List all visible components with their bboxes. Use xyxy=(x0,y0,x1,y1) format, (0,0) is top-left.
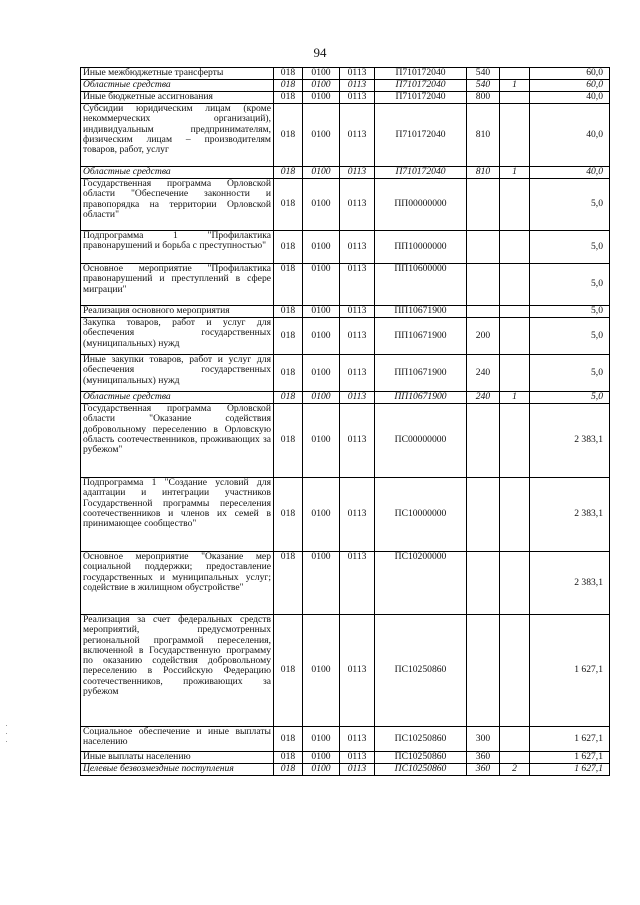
row-expense-type-cell: 360 xyxy=(467,752,500,764)
row-amount-cell: 60,0 xyxy=(530,80,610,92)
row-name-cell: Иные бюджетные ассигнования xyxy=(81,92,274,104)
row-expense-type-cell: 360 xyxy=(467,764,500,776)
row-ved-cell: 018 xyxy=(274,231,303,264)
row-expense-type-cell xyxy=(467,478,500,552)
row-section-cell: 0100 xyxy=(303,392,340,404)
table-row xyxy=(81,404,610,478)
row-expense-type-cell xyxy=(467,264,500,306)
row-subsection-cell: 0113 xyxy=(340,404,375,478)
row-amount-cell: 5,0 xyxy=(530,264,610,306)
row-expense-type-cell: 540 xyxy=(467,68,500,80)
row-ved-cell: 018 xyxy=(274,68,303,80)
row-section-cell: 0100 xyxy=(303,478,340,552)
row-source-cell xyxy=(500,68,530,80)
row-amount-cell: 5,0 xyxy=(530,392,610,404)
row-expense-type-cell xyxy=(467,231,500,264)
row-target-article-cell: ПП10671900 xyxy=(375,392,467,404)
table-row xyxy=(81,104,610,167)
row-name-cell: Подпрограмма 1 "Создание условий для адаптации и интеграции участников Государственной программы переселения соотечественников и членов их семей в принимающее сообщество" xyxy=(81,478,274,552)
row-source-cell xyxy=(500,264,530,306)
row-section-cell: 0100 xyxy=(303,404,340,478)
row-amount-cell: 40,0 xyxy=(530,167,610,179)
row-subsection-cell: 0113 xyxy=(340,752,375,764)
row-target-article-cell: ПП10671900 xyxy=(375,318,467,355)
row-ved-cell: 018 xyxy=(274,752,303,764)
row-expense-type-cell xyxy=(467,179,500,231)
row-name-cell: Областные средства xyxy=(81,80,274,92)
margin-mark xyxy=(6,741,7,742)
row-section-cell: 0100 xyxy=(303,318,340,355)
row-expense-type-cell: 200 xyxy=(467,318,500,355)
row-amount-cell: 1 627,1 xyxy=(530,727,610,752)
row-name-cell: Областные средства xyxy=(81,167,274,179)
row-source-cell xyxy=(500,104,530,167)
row-section-cell: 0100 xyxy=(303,306,340,318)
row-source-cell: 1 xyxy=(500,80,530,92)
row-source-cell: 2 xyxy=(500,764,530,776)
row-section-cell: 0100 xyxy=(303,552,340,615)
row-subsection-cell: 0113 xyxy=(340,318,375,355)
row-amount-cell: 5,0 xyxy=(530,306,610,318)
budget-allocation-table xyxy=(80,67,610,776)
row-source-cell xyxy=(500,179,530,231)
row-expense-type-cell: 240 xyxy=(467,355,500,392)
row-target-article-cell: ПП10600000 xyxy=(375,264,467,306)
row-name-cell: Иные межбюджетные трансферты xyxy=(81,68,274,80)
row-subsection-cell: 0113 xyxy=(340,392,375,404)
row-section-cell: 0100 xyxy=(303,80,340,92)
table-row xyxy=(81,752,610,764)
row-name-cell: Субсидии юридическим лицам (кроме некоммерческих организаций), индивидуальным предпринимателям, физическим лицам – производителям товаров, работ, услуг xyxy=(81,104,274,167)
row-name-cell: Иные выплаты населению xyxy=(81,752,274,764)
row-name-cell: Целевые безвозмездные поступления xyxy=(81,764,274,776)
row-target-article-cell: П710172040 xyxy=(375,80,467,92)
row-ved-cell: 018 xyxy=(274,478,303,552)
row-target-article-cell: ПП10671900 xyxy=(375,306,467,318)
row-subsection-cell: 0113 xyxy=(340,104,375,167)
row-source-cell xyxy=(500,478,530,552)
row-target-article-cell: ПС10200000 xyxy=(375,552,467,615)
row-amount-cell: 1 627,1 xyxy=(530,615,610,727)
table-row xyxy=(81,615,610,727)
row-section-cell: 0100 xyxy=(303,179,340,231)
table-row xyxy=(81,318,610,355)
row-subsection-cell: 0113 xyxy=(340,80,375,92)
row-target-article-cell: ПП00000000 xyxy=(375,179,467,231)
row-ved-cell: 018 xyxy=(274,552,303,615)
row-name-cell: Подпрограмма 1 "Профилактика правонарушений и борьба с преступностью" xyxy=(81,231,274,264)
row-name-cell: Социальное обеспечение и иные выплаты населению xyxy=(81,727,274,752)
row-subsection-cell: 0113 xyxy=(340,615,375,727)
row-amount-cell: 2 383,1 xyxy=(530,478,610,552)
row-expense-type-cell: 800 xyxy=(467,92,500,104)
row-expense-type-cell: 810 xyxy=(467,167,500,179)
row-source-cell xyxy=(500,318,530,355)
row-subsection-cell: 0113 xyxy=(340,478,375,552)
row-target-article-cell: П710172040 xyxy=(375,68,467,80)
row-ved-cell: 018 xyxy=(274,392,303,404)
row-section-cell: 0100 xyxy=(303,104,340,167)
row-ved-cell: 018 xyxy=(274,104,303,167)
row-expense-type-cell xyxy=(467,615,500,727)
row-subsection-cell: 0113 xyxy=(340,552,375,615)
row-ved-cell: 018 xyxy=(274,318,303,355)
row-target-article-cell: ПС10250860 xyxy=(375,727,467,752)
row-expense-type-cell xyxy=(467,306,500,318)
row-expense-type-cell xyxy=(467,552,500,615)
row-section-cell: 0100 xyxy=(303,727,340,752)
row-name-cell: Иные закупки товаров, работ и услуг для обеспечения государственных (муниципальных) нужд xyxy=(81,355,274,392)
row-target-article-cell: ПС00000000 xyxy=(375,404,467,478)
row-subsection-cell: 0113 xyxy=(340,68,375,80)
row-amount-cell: 60,0 xyxy=(530,68,610,80)
table-row xyxy=(81,478,610,552)
table-row xyxy=(81,80,610,92)
row-name-cell: Реализация основного мероприятия xyxy=(81,306,274,318)
table-row xyxy=(81,231,610,264)
row-section-cell: 0100 xyxy=(303,231,340,264)
table-row xyxy=(81,167,610,179)
margin-mark xyxy=(6,725,7,726)
row-ved-cell: 018 xyxy=(274,167,303,179)
table-row xyxy=(81,68,610,80)
row-target-article-cell: ПС10250860 xyxy=(375,752,467,764)
row-amount-cell: 40,0 xyxy=(530,92,610,104)
row-ved-cell: 018 xyxy=(274,764,303,776)
row-subsection-cell: 0113 xyxy=(340,231,375,264)
row-target-article-cell: ПС10250860 xyxy=(375,615,467,727)
row-ved-cell: 018 xyxy=(274,355,303,392)
row-ved-cell: 018 xyxy=(274,264,303,306)
row-source-cell xyxy=(500,355,530,392)
row-ved-cell: 018 xyxy=(274,727,303,752)
row-amount-cell: 5,0 xyxy=(530,231,610,264)
row-expense-type-cell: 810 xyxy=(467,104,500,167)
row-name-cell: Основное мероприятие "Профилактика правонарушений и преступлений в сфере миграции" xyxy=(81,264,274,306)
row-name-cell: Реализация за счет федеральных средств мероприятий, предусмотренных региональной программой переселения, включенной в Государственную программу по оказанию содействия добровольному переселению в Российскую Федерацию соотечественников, проживающих за рубежом xyxy=(81,615,274,727)
row-target-article-cell: ПП10000000 xyxy=(375,231,467,264)
row-name-cell: Государственная программа Орловской области "Оказание содействия добровольному переселению в Орловскую область соотечественников, проживающих за рубежом" xyxy=(81,404,274,478)
row-source-cell: 1 xyxy=(500,392,530,404)
row-amount-cell: 5,0 xyxy=(530,318,610,355)
row-section-cell: 0100 xyxy=(303,92,340,104)
row-subsection-cell: 0113 xyxy=(340,92,375,104)
margin-mark xyxy=(6,733,7,734)
row-target-article-cell: П710172040 xyxy=(375,92,467,104)
row-amount-cell: 40,0 xyxy=(530,104,610,167)
row-source-cell xyxy=(500,727,530,752)
row-subsection-cell: 0113 xyxy=(340,264,375,306)
row-section-cell: 0100 xyxy=(303,615,340,727)
row-target-article-cell: П710172040 xyxy=(375,104,467,167)
row-amount-cell: 5,0 xyxy=(530,179,610,231)
row-section-cell: 0100 xyxy=(303,167,340,179)
row-section-cell: 0100 xyxy=(303,68,340,80)
row-name-cell: Закупка товаров, работ и услуг для обеспечения государственных (муниципальных) нужд xyxy=(81,318,274,355)
table-row xyxy=(81,355,610,392)
row-source-cell xyxy=(500,552,530,615)
row-name-cell: Государственная программа Орловской области "Обеспечение законности и правопорядка на территории Орловской области" xyxy=(81,179,274,231)
row-expense-type-cell: 540 xyxy=(467,80,500,92)
row-subsection-cell: 0113 xyxy=(340,306,375,318)
row-expense-type-cell xyxy=(467,404,500,478)
row-amount-cell: 1 627,1 xyxy=(530,752,610,764)
row-source-cell xyxy=(500,404,530,478)
row-subsection-cell: 0113 xyxy=(340,355,375,392)
row-amount-cell: 1 627,1 xyxy=(530,764,610,776)
table-row xyxy=(81,92,610,104)
row-section-cell: 0100 xyxy=(303,764,340,776)
row-expense-type-cell: 240 xyxy=(467,392,500,404)
table-row xyxy=(81,179,610,231)
row-ved-cell: 018 xyxy=(274,306,303,318)
row-target-article-cell: ПС10000000 xyxy=(375,478,467,552)
row-source-cell xyxy=(500,306,530,318)
row-subsection-cell: 0113 xyxy=(340,764,375,776)
row-amount-cell: 5,0 xyxy=(530,355,610,392)
row-name-cell: Основное мероприятие "Оказание мер социальной поддержки; предоставление государственных и муниципальных услуг; содействие в жилищном обустройстве" xyxy=(81,552,274,615)
row-source-cell xyxy=(500,92,530,104)
row-expense-type-cell: 300 xyxy=(467,727,500,752)
row-target-article-cell: ПС10250860 xyxy=(375,764,467,776)
row-section-cell: 0100 xyxy=(303,752,340,764)
row-ved-cell: 018 xyxy=(274,615,303,727)
table-row xyxy=(81,727,610,752)
row-subsection-cell: 0113 xyxy=(340,179,375,231)
row-source-cell: 1 xyxy=(500,167,530,179)
row-ved-cell: 018 xyxy=(274,404,303,478)
row-target-article-cell: ПП10671900 xyxy=(375,355,467,392)
page-number: 94 xyxy=(313,45,327,60)
row-section-cell: 0100 xyxy=(303,355,340,392)
row-amount-cell: 2 383,1 xyxy=(530,404,610,478)
row-section-cell: 0100 xyxy=(303,264,340,306)
table-row xyxy=(81,552,610,615)
row-ved-cell: 018 xyxy=(274,179,303,231)
row-ved-cell: 018 xyxy=(274,80,303,92)
row-target-article-cell: П710172040 xyxy=(375,167,467,179)
row-ved-cell: 018 xyxy=(274,92,303,104)
row-amount-cell: 2 383,1 xyxy=(530,552,610,615)
row-source-cell xyxy=(500,615,530,727)
row-source-cell xyxy=(500,752,530,764)
row-subsection-cell: 0113 xyxy=(340,727,375,752)
table-row xyxy=(81,392,610,404)
row-name-cell: Областные средства xyxy=(81,392,274,404)
table-row xyxy=(81,306,610,318)
table-row xyxy=(81,264,610,306)
table-row xyxy=(81,764,610,776)
row-source-cell xyxy=(500,231,530,264)
row-subsection-cell: 0113 xyxy=(340,167,375,179)
